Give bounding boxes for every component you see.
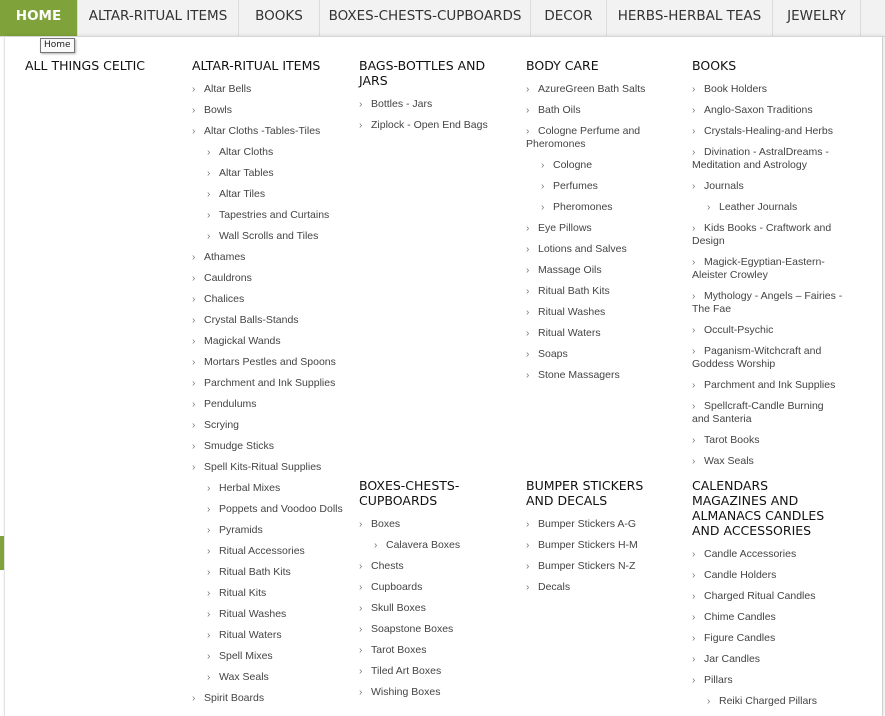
menu-item-altar-tables[interactable]: › Altar Tables	[207, 167, 274, 179]
chevron-right-icon: ›	[692, 346, 696, 357]
menu-item-cologne-perfume-and-pheromones[interactable]: › Cologne Perfume and Pheromones	[526, 125, 641, 150]
menu-item-ritual-bath-kits-body[interactable]: › Ritual Bath Kits	[526, 285, 610, 297]
chevron-right-icon: ›	[707, 696, 711, 707]
chevron-right-icon: ›	[192, 378, 196, 389]
chevron-right-icon: ›	[526, 265, 530, 276]
menu-item-herbal-mixes[interactable]: › Herbal Mixes	[207, 482, 281, 494]
menu-list-books	[692, 83, 852, 468]
chevron-right-icon: ›	[526, 286, 530, 297]
menu-item-bath-oils[interactable]: › Bath Oils	[526, 104, 581, 116]
chevron-right-icon: ›	[692, 456, 696, 467]
menu-item-bumper-stickers-a-g[interactable]: › Bumper Stickers A-G	[526, 518, 637, 530]
menu-item-skull-boxes[interactable]: › Skull Boxes	[359, 602, 426, 614]
menu-column-books	[692, 58, 852, 468]
nav-tab-home[interactable]: HOME	[0, 0, 78, 36]
chevron-right-icon: ›	[526, 223, 530, 234]
menu-heading-altar-ritual-items[interactable]: ALTAR-RITUAL ITEMS	[192, 58, 321, 73]
menu-item-ritual-waters-body[interactable]: › Ritual Waters	[526, 327, 601, 339]
menu-heading-all-things-celtic[interactable]: ALL THINGS CELTIC	[25, 58, 146, 73]
chevron-right-icon: ›	[207, 168, 211, 179]
menu-item-ziplock-open-end-bags[interactable]: › Ziplock - Open End Bags	[359, 119, 488, 131]
menu-item-azuregreen-bath-salts[interactable]: › AzureGreen Bath Salts	[526, 83, 646, 95]
menu-item-ritual-accessories[interactable]: › Ritual Accessories	[207, 545, 305, 557]
menu-item-spell-mixes[interactable]: › Spell Mixes	[207, 650, 273, 662]
menu-item-jar-candles[interactable]: › Jar Candles	[692, 653, 761, 665]
chevron-right-icon: ›	[359, 120, 363, 131]
menu-item-pyramids[interactable]: › Pyramids	[207, 524, 263, 536]
chevron-right-icon: ›	[359, 603, 363, 614]
chevron-right-icon: ›	[692, 435, 696, 446]
menu-item-bumper-stickers-n-z[interactable]: › Bumper Stickers N-Z	[526, 560, 636, 572]
chevron-right-icon: ›	[359, 519, 363, 530]
chevron-right-icon: ›	[359, 582, 363, 593]
chevron-right-icon: ›	[692, 675, 696, 686]
menu-heading-boxes-chests-cupboards[interactable]: BOXES-CHESTS-CUPBOARDS	[359, 478, 460, 508]
chevron-right-icon: ›	[692, 181, 696, 192]
menu-heading-bumper-stickers-and-decals[interactable]: BUMPER STICKERS AND DECALS	[526, 478, 644, 508]
chevron-right-icon: ›	[692, 380, 696, 391]
chevron-right-icon: ›	[192, 105, 196, 116]
chevron-right-icon: ›	[692, 325, 696, 336]
menu-item-parchment-and-ink-supplies-books[interactable]: › Parchment and Ink Supplies	[692, 379, 836, 391]
menu-item-kids-books[interactable]: › Kids Books - Craftwork and Design	[692, 222, 832, 247]
menu-item-bumper-stickers-h-m[interactable]: › Bumper Stickers H-M	[526, 539, 638, 551]
chevron-right-icon: ›	[359, 687, 363, 698]
chevron-right-icon: ›	[541, 160, 545, 171]
chevron-right-icon: ›	[192, 252, 196, 263]
menu-item-altar-cloths[interactable]: › Altar Cloths	[207, 146, 274, 158]
chevron-right-icon: ›	[192, 126, 196, 137]
chevron-right-icon: ›	[526, 349, 530, 360]
menu-item-calavera-boxes[interactable]: › Calavera Boxes	[374, 539, 461, 551]
menu-item-ritual-waters[interactable]: › Ritual Waters	[207, 629, 282, 641]
menu-item-chests[interactable]: › Chests	[359, 560, 404, 572]
menu-column-body-care	[526, 58, 684, 382]
menu-list-calendars-candles	[692, 548, 852, 708]
chevron-right-icon: ›	[192, 315, 196, 326]
menu-item-pillars[interactable]: › Pillars	[692, 674, 733, 686]
chevron-right-icon: ›	[192, 294, 196, 305]
chevron-right-icon: ›	[207, 231, 211, 242]
menu-item-crystal-balls-stands[interactable]: › Crystal Balls-Stands	[192, 314, 299, 326]
menu-item-boxes[interactable]: › Boxes	[359, 518, 401, 530]
menu-item-perfumes[interactable]: › Perfumes	[541, 180, 598, 192]
menu-column-bags	[359, 58, 517, 132]
menu-item-ritual-washes[interactable]: › Ritual Washes	[207, 608, 287, 620]
menu-item-divination-astraldreams[interactable]: › Divination - AstralDreams - Meditation and Astrology	[692, 146, 829, 171]
chevron-right-icon: ›	[207, 147, 211, 158]
nav-tab-herbs-herbal-teas[interactable]: HERBS-HERBAL TEAS	[607, 0, 773, 36]
chevron-right-icon: ›	[359, 645, 363, 656]
menu-item-ritual-bath-kits[interactable]: › Ritual Bath Kits	[207, 566, 291, 578]
menu-list-body-care	[526, 83, 684, 382]
menu-item-chalices[interactable]: › Chalices	[192, 293, 245, 305]
menu-item-ritual-kits[interactable]: › Ritual Kits	[207, 587, 267, 599]
chevron-right-icon: ›	[207, 210, 211, 221]
menu-item-mortars-pestles-and-spoons[interactable]: › Mortars Pestles and Spoons	[192, 356, 336, 368]
menu-item-cologne[interactable]: › Cologne	[541, 159, 593, 171]
menu-item-poppets-and-voodoo-dolls[interactable]: › Poppets and Voodoo Dolls	[207, 503, 343, 515]
chevron-right-icon: ›	[692, 633, 696, 644]
menu-item-magick-egyptian-eastern[interactable]: › Magick-Egyptian-Eastern-Aleister Crowley	[692, 256, 825, 281]
menu-item-spell-kits-ritual-supplies[interactable]: › Spell Kits-Ritual Supplies	[192, 461, 322, 473]
menu-item-cauldrons[interactable]: › Cauldrons	[192, 272, 252, 284]
menu-item-soapstone-boxes[interactable]: › Soapstone Boxes	[359, 623, 454, 635]
menu-item-candle-holders[interactable]: › Candle Holders	[692, 569, 777, 581]
chevron-right-icon: ›	[692, 105, 696, 116]
menu-column-altar	[192, 58, 350, 705]
menu-item-wishing-boxes[interactable]: › Wishing Boxes	[359, 686, 441, 698]
chevron-right-icon: ›	[692, 147, 696, 158]
chevron-right-icon: ›	[192, 336, 196, 347]
menu-item-parchment-and-ink-supplies[interactable]: › Parchment and Ink Supplies	[192, 377, 336, 389]
menu-item-spirit-boards[interactable]: › Spirit Boards	[192, 692, 265, 704]
chevron-right-icon: ›	[192, 399, 196, 410]
chevron-right-icon: ›	[359, 666, 363, 677]
chevron-right-icon: ›	[359, 99, 363, 110]
chevron-right-icon: ›	[207, 546, 211, 557]
menu-column-boxes	[359, 478, 517, 699]
menu-list-bumper-stickers	[526, 518, 684, 594]
menu-item-pheromones[interactable]: › Pheromones	[541, 201, 613, 213]
chevron-right-icon: ›	[541, 181, 545, 192]
chevron-right-icon: ›	[707, 202, 711, 213]
chevron-right-icon: ›	[526, 84, 530, 95]
menu-heading-calendars-candles[interactable]: CALENDARS MAGAZINES AND ALMANACS CANDLES AND ACCESSORIES	[692, 478, 825, 538]
menu-heading-body-care[interactable]: BODY CARE	[526, 58, 599, 73]
menu-item-tapestries-and-curtains[interactable]: › Tapestries and Curtains	[207, 209, 330, 221]
chevron-right-icon: ›	[692, 591, 696, 602]
menu-item-tarot-books[interactable]: › Tarot Books	[692, 434, 760, 446]
chevron-right-icon: ›	[192, 273, 196, 284]
chevron-right-icon: ›	[692, 84, 696, 95]
nav-tab-altar-ritual-items[interactable]: ALTAR-RITUAL ITEMS	[78, 0, 239, 36]
menu-item-journals[interactable]: › Journals	[692, 180, 744, 192]
nav-tab-books[interactable]: BOOKS	[239, 0, 320, 36]
chevron-right-icon: ›	[207, 630, 211, 641]
menu-item-wall-scrolls-and-tiles[interactable]: › Wall Scrolls and Tiles	[207, 230, 319, 242]
chevron-right-icon: ›	[692, 549, 696, 560]
nav-tab-boxes-chests-cupboards[interactable]: BOXES-CHESTS-CUPBOARDS	[320, 0, 531, 36]
chevron-right-icon: ›	[541, 202, 545, 213]
menu-item-stone-massagers[interactable]: › Stone Massagers	[526, 369, 620, 381]
menu-item-chime-candles[interactable]: › Chime Candles	[692, 611, 776, 623]
menu-item-paganism-witchcraft[interactable]: › Paganism-Witchcraft and Goddess Worship	[692, 345, 822, 370]
menu-item-magickal-wands[interactable]: › Magickal Wands	[192, 335, 281, 347]
chevron-right-icon: ›	[692, 126, 696, 137]
chevron-right-icon: ›	[526, 105, 530, 116]
menu-column-celtic	[25, 58, 183, 73]
menu-item-ritual-washes-body[interactable]: › Ritual Washes	[526, 306, 606, 318]
chevron-right-icon: ›	[526, 561, 530, 572]
menu-item-figure-candles[interactable]: › Figure Candles	[692, 632, 776, 644]
chevron-right-icon: ›	[192, 441, 196, 452]
chevron-right-icon: ›	[692, 291, 696, 302]
menu-heading-books[interactable]: BOOKS	[692, 58, 737, 73]
menu-item-decals[interactable]: › Decals	[526, 581, 571, 593]
chevron-right-icon: ›	[526, 582, 530, 593]
chevron-right-icon: ›	[374, 540, 378, 551]
menu-item-scrying[interactable]: › Scrying	[192, 419, 240, 431]
menu-item-mythology-angels-fairies[interactable]: › Mythology - Angels – Fairies - The Fae	[692, 290, 843, 315]
nav-tab-decor[interactable]: DECOR	[531, 0, 607, 36]
chevron-right-icon: ›	[692, 654, 696, 665]
chevron-right-icon: ›	[526, 370, 530, 381]
chevron-right-icon: ›	[207, 651, 211, 662]
menu-item-tarot-boxes[interactable]: › Tarot Boxes	[359, 644, 427, 656]
chevron-right-icon: ›	[692, 401, 696, 412]
chevron-right-icon: ›	[192, 693, 196, 704]
menu-item-athames[interactable]: › Athames	[192, 251, 246, 263]
chevron-right-icon: ›	[692, 223, 696, 234]
menu-item-soaps[interactable]: › Soaps	[526, 348, 568, 360]
menu-item-massage-oils[interactable]: › Massage Oils	[526, 264, 602, 276]
chevron-right-icon: ›	[192, 84, 196, 95]
chevron-right-icon: ›	[207, 525, 211, 536]
chevron-right-icon: ›	[526, 307, 530, 318]
chevron-right-icon: ›	[526, 328, 530, 339]
menu-item-crystals-healing-and-herbs[interactable]: › Crystals-Healing-and Herbs	[692, 125, 833, 137]
menu-item-tiled-art-boxes[interactable]: › Tiled Art Boxes	[359, 665, 442, 677]
chevron-right-icon: ›	[526, 126, 530, 137]
menu-item-cupboards[interactable]: › Cupboards	[359, 581, 423, 593]
chevron-right-icon: ›	[692, 257, 696, 268]
chevron-right-icon: ›	[207, 189, 211, 200]
menu-heading-bags-bottles-and-jars[interactable]: BAGS-BOTTLES AND JARS	[359, 58, 486, 88]
menu-item-pendulums[interactable]: › Pendulums	[192, 398, 257, 410]
menu-item-book-holders[interactable]: › Book Holders	[692, 83, 768, 95]
menu-item-spellcraft-candle-burning[interactable]: › Spellcraft-Candle Burning and Santeria	[692, 400, 824, 425]
menu-item-altar-bells[interactable]: › Altar Bells	[192, 83, 252, 95]
chevron-right-icon: ›	[192, 462, 196, 473]
top-navigation	[0, 0, 885, 37]
menu-item-charged-ritual-candles[interactable]: › Charged Ritual Candles	[692, 590, 816, 602]
chevron-right-icon: ›	[207, 504, 211, 515]
chevron-right-icon: ›	[526, 244, 530, 255]
nav-tab-jewelry[interactable]: JEWELRY	[773, 0, 861, 36]
menu-item-lotions-and-salves[interactable]: › Lotions and Salves	[526, 243, 627, 255]
chevron-right-icon: ›	[692, 570, 696, 581]
menu-item-bottles-jars[interactable]: › Bottles - Jars	[359, 98, 433, 110]
chevron-right-icon: ›	[192, 420, 196, 431]
chevron-right-icon: ›	[359, 624, 363, 635]
menu-item-candle-accessories[interactable]: › Candle Accessories	[692, 548, 797, 560]
chevron-right-icon: ›	[207, 672, 211, 683]
menu-list-boxes	[359, 518, 517, 699]
menu-column-bumper-stickers	[526, 478, 684, 594]
menu-item-eye-pillows[interactable]: › Eye Pillows	[526, 222, 592, 234]
left-accent-bar	[0, 536, 4, 570]
home-tooltip: Home	[40, 38, 75, 53]
menu-item-wax-seals[interactable]: › Wax Seals	[207, 671, 269, 683]
menu-list-bags	[359, 98, 517, 132]
menu-item-occult-psychic[interactable]: › Occult-Psychic	[692, 324, 774, 336]
menu-item-bowls[interactable]: › Bowls	[192, 104, 233, 116]
chevron-right-icon: ›	[526, 519, 530, 530]
chevron-right-icon: ›	[692, 612, 696, 623]
chevron-right-icon: ›	[359, 561, 363, 572]
menu-item-anglo-saxon-traditions[interactable]: › Anglo-Saxon Traditions	[692, 104, 813, 116]
menu-item-smudge-sticks[interactable]: › Smudge Sticks	[192, 440, 275, 452]
chevron-right-icon: ›	[207, 483, 211, 494]
chevron-right-icon: ›	[207, 609, 211, 620]
menu-list-altar	[192, 83, 350, 705]
menu-item-wax-seals-books[interactable]: › Wax Seals	[692, 455, 754, 467]
chevron-right-icon: ›	[526, 540, 530, 551]
chevron-right-icon: ›	[207, 567, 211, 578]
menu-item-leather-journals[interactable]: › Leather Journals	[707, 201, 798, 213]
menu-column-calendars-candles	[692, 478, 852, 708]
menu-item-altar-tiles[interactable]: › Altar Tiles	[207, 188, 266, 200]
chevron-right-icon: ›	[207, 588, 211, 599]
menu-item-altar-cloths-tables-tiles[interactable]: › Altar Cloths -Tables-Tiles	[192, 125, 321, 137]
menu-item-reiki-charged-pillars[interactable]: › Reiki Charged Pillars	[707, 695, 818, 707]
chevron-right-icon: ›	[192, 357, 196, 368]
